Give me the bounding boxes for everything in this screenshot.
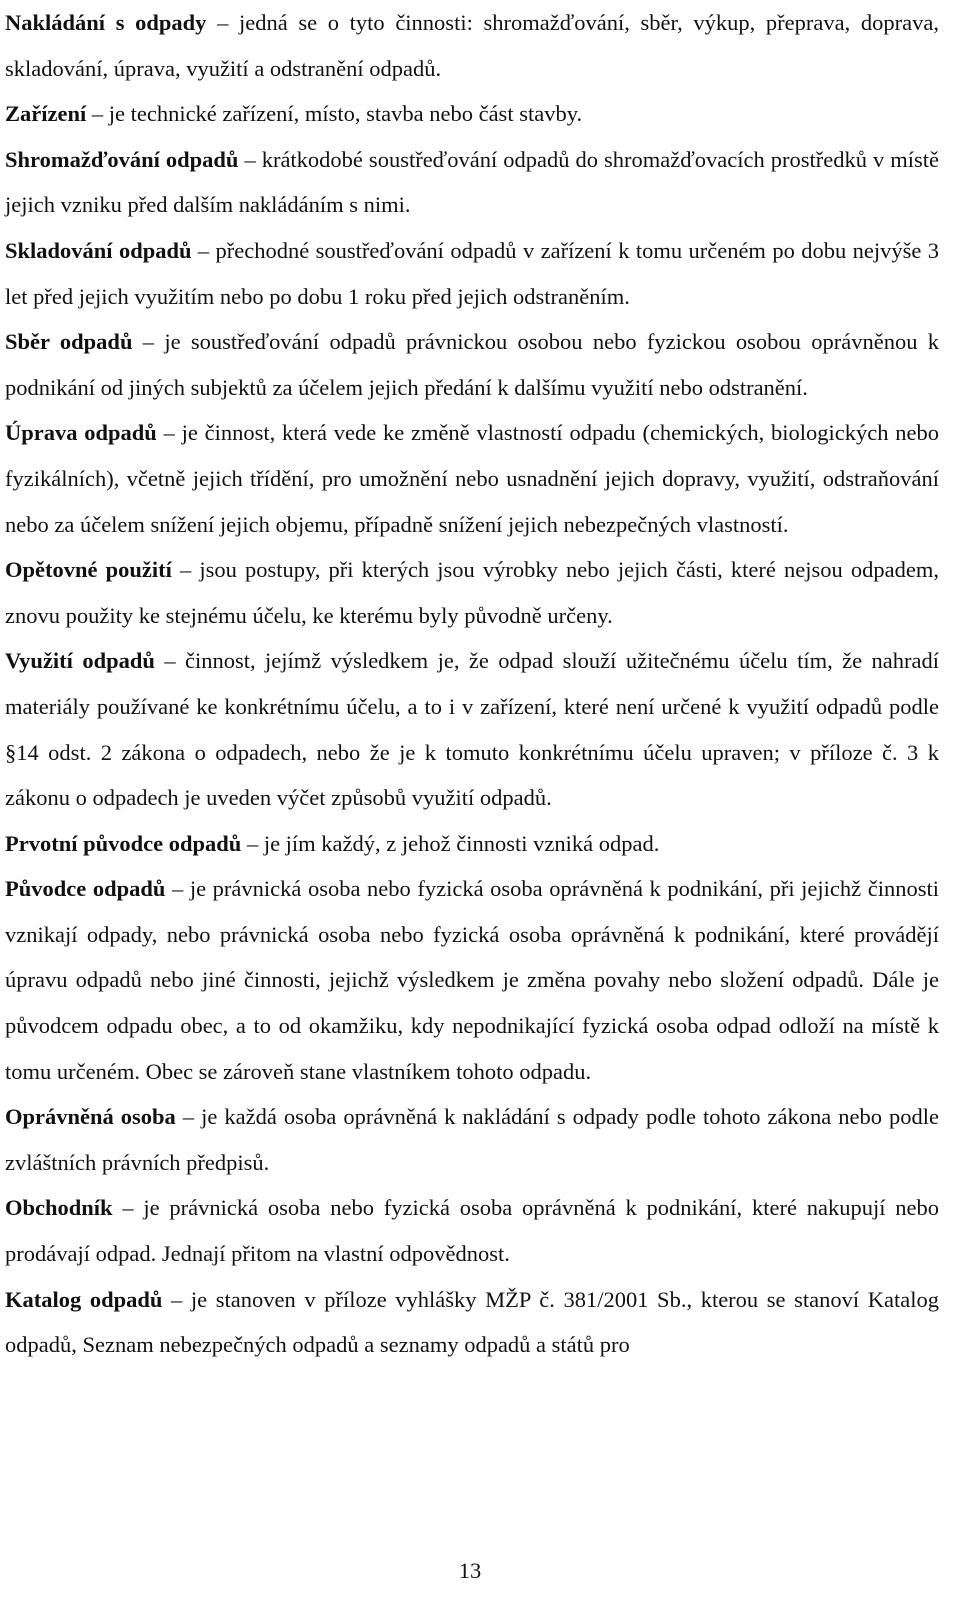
definition-text: – je stanoven v příloze vyhlášky MŽP č. 381/2001 Sb., kterou se stanoví Katalog odpadů, Seznam nebezpečných odpadů a seznamy odpadů a států pro (5, 1286, 939, 1358)
definition-term: Využití odpadů (5, 648, 155, 674)
page-number: 13 (458, 1558, 482, 1583)
definition-term: Katalog odpadů (5, 1286, 163, 1312)
document-page (5, 0, 939, 1368)
definition-shromazdovani (5, 137, 939, 228)
definition-opetovne-pouziti (5, 547, 939, 638)
definition-text: – je činnost, která vede ke změně vlastností odpadu (chemických, biologických nebo fyzikálních), včetně jejich třídění, pro umožnění nebo usnadnění jejich dopravy, využití, odstraňování nebo za účelem snížení jejich objemu, případně snížení jejich nebezpečných vlastností. (5, 420, 940, 537)
definition-term: Nakládání s odpady (5, 10, 207, 35)
definition-term: Obchodník (5, 1195, 113, 1221)
definition-nakladani (5, 0, 939, 91)
definition-text: – činnost, jejímž výsledkem je, že odpad slouží užitečnému účelu tím, že nahradí materiály používané ke konkrétnímu účelu, a to i v zařízení, které není určené k využití odpadů podle §14 odst. 2 zákona o odpadech, nebo že je k tomuto konkrétnímu účelu upraven; v příloze č. 3 k zákonu o odpadech je uveden výčet způsobů využití odpadů. (5, 648, 940, 811)
definition-vyuziti (5, 638, 939, 820)
definition-text: – krátkodobé soustřeďování odpadů do shromažďovacích prostředků v místě jejich vzniku před dalším nakládáním s nimi. (5, 146, 939, 218)
definition-term: Sběr odpadů (5, 329, 133, 355)
definition-term: Zařízení (5, 101, 87, 127)
definition-term: Prvotní původce odpadů (5, 830, 242, 856)
definition-puvodce (5, 866, 939, 1094)
definition-opravnena-osoba (5, 1094, 939, 1185)
definition-text: – je soustřeďování odpadů právnickou osobou nebo fyzickou osobou oprávněnou k podnikání od jiných subjektů za účelem jejich předání k dalšímu využití nebo odstranění. (5, 329, 939, 400)
definition-text: – je technické zařízení, místo, stavba nebo část stavby. (86, 101, 583, 127)
definition-katalog (5, 1277, 939, 1368)
definition-sber (5, 319, 939, 410)
definition-text: – je jím každý, z jehož činnosti vzniká odpad. (241, 830, 660, 856)
definition-prvotni-puvodce (5, 821, 939, 867)
definition-term: Oprávněná osoba (5, 1104, 176, 1130)
definition-text: – přechodné soustřeďování odpadů v zařízení k tomu určeném po dobu nejvýše 3 let před jejich využitím nebo po dobu 1 roku před jejich odstraněním. (5, 237, 939, 309)
definition-text: – je každá osoba oprávněná k nakládání s odpady podle tohoto zákona nebo podle zvláštních právních předpisů. (5, 1104, 939, 1175)
definition-text: – jsou postupy, při kterých jsou výrobky nebo jejich části, které nejsou odpadem, znovu použity ke stejnému účelu, ke kterému byly původně určeny. (5, 557, 939, 628)
definition-text: – jedná se o tyto činnosti: shromažďování, sběr, výkup, přeprava, doprava, skladování, úprava, využití a odstranění odpadů. (5, 10, 939, 81)
definition-term: Úprava odpadů (5, 420, 157, 446)
definition-text: – je právnická osoba nebo fyzická osoba oprávněná k podnikání, které nakupují nebo prodávají odpad. Jednají přitom na vlastní odpovědnost. (5, 1195, 939, 1267)
definition-uprava (5, 410, 939, 547)
definition-term: Shromažďování odpadů (5, 146, 239, 172)
definition-obchodnik (5, 1185, 939, 1276)
definition-term: Skladování odpadů (5, 237, 192, 263)
definition-term: Opětovné použití (5, 557, 172, 583)
definition-term: Původce odpadů (5, 876, 166, 902)
definition-skladovani (5, 228, 939, 319)
definition-zarizeni (5, 91, 939, 137)
definition-text: – je právnická osoba nebo fyzická osoba oprávněná k podnikání, při jejichž činnosti vznikají odpady, nebo právnická osoba nebo fyzická osoba oprávněná k podnikání, které provádějí úpravu odpadů nebo jiné činnosti, jejichž výsledkem je změna povahy nebo složení odpadů. Dále je původcem odpadu obec, a to od okamžiku, kdy nepodnikající fyzická osoba odpad odloží na místě k tomu určeném. Obec se zároveň stane vlastníkem tohoto odpadu. (5, 876, 939, 1084)
